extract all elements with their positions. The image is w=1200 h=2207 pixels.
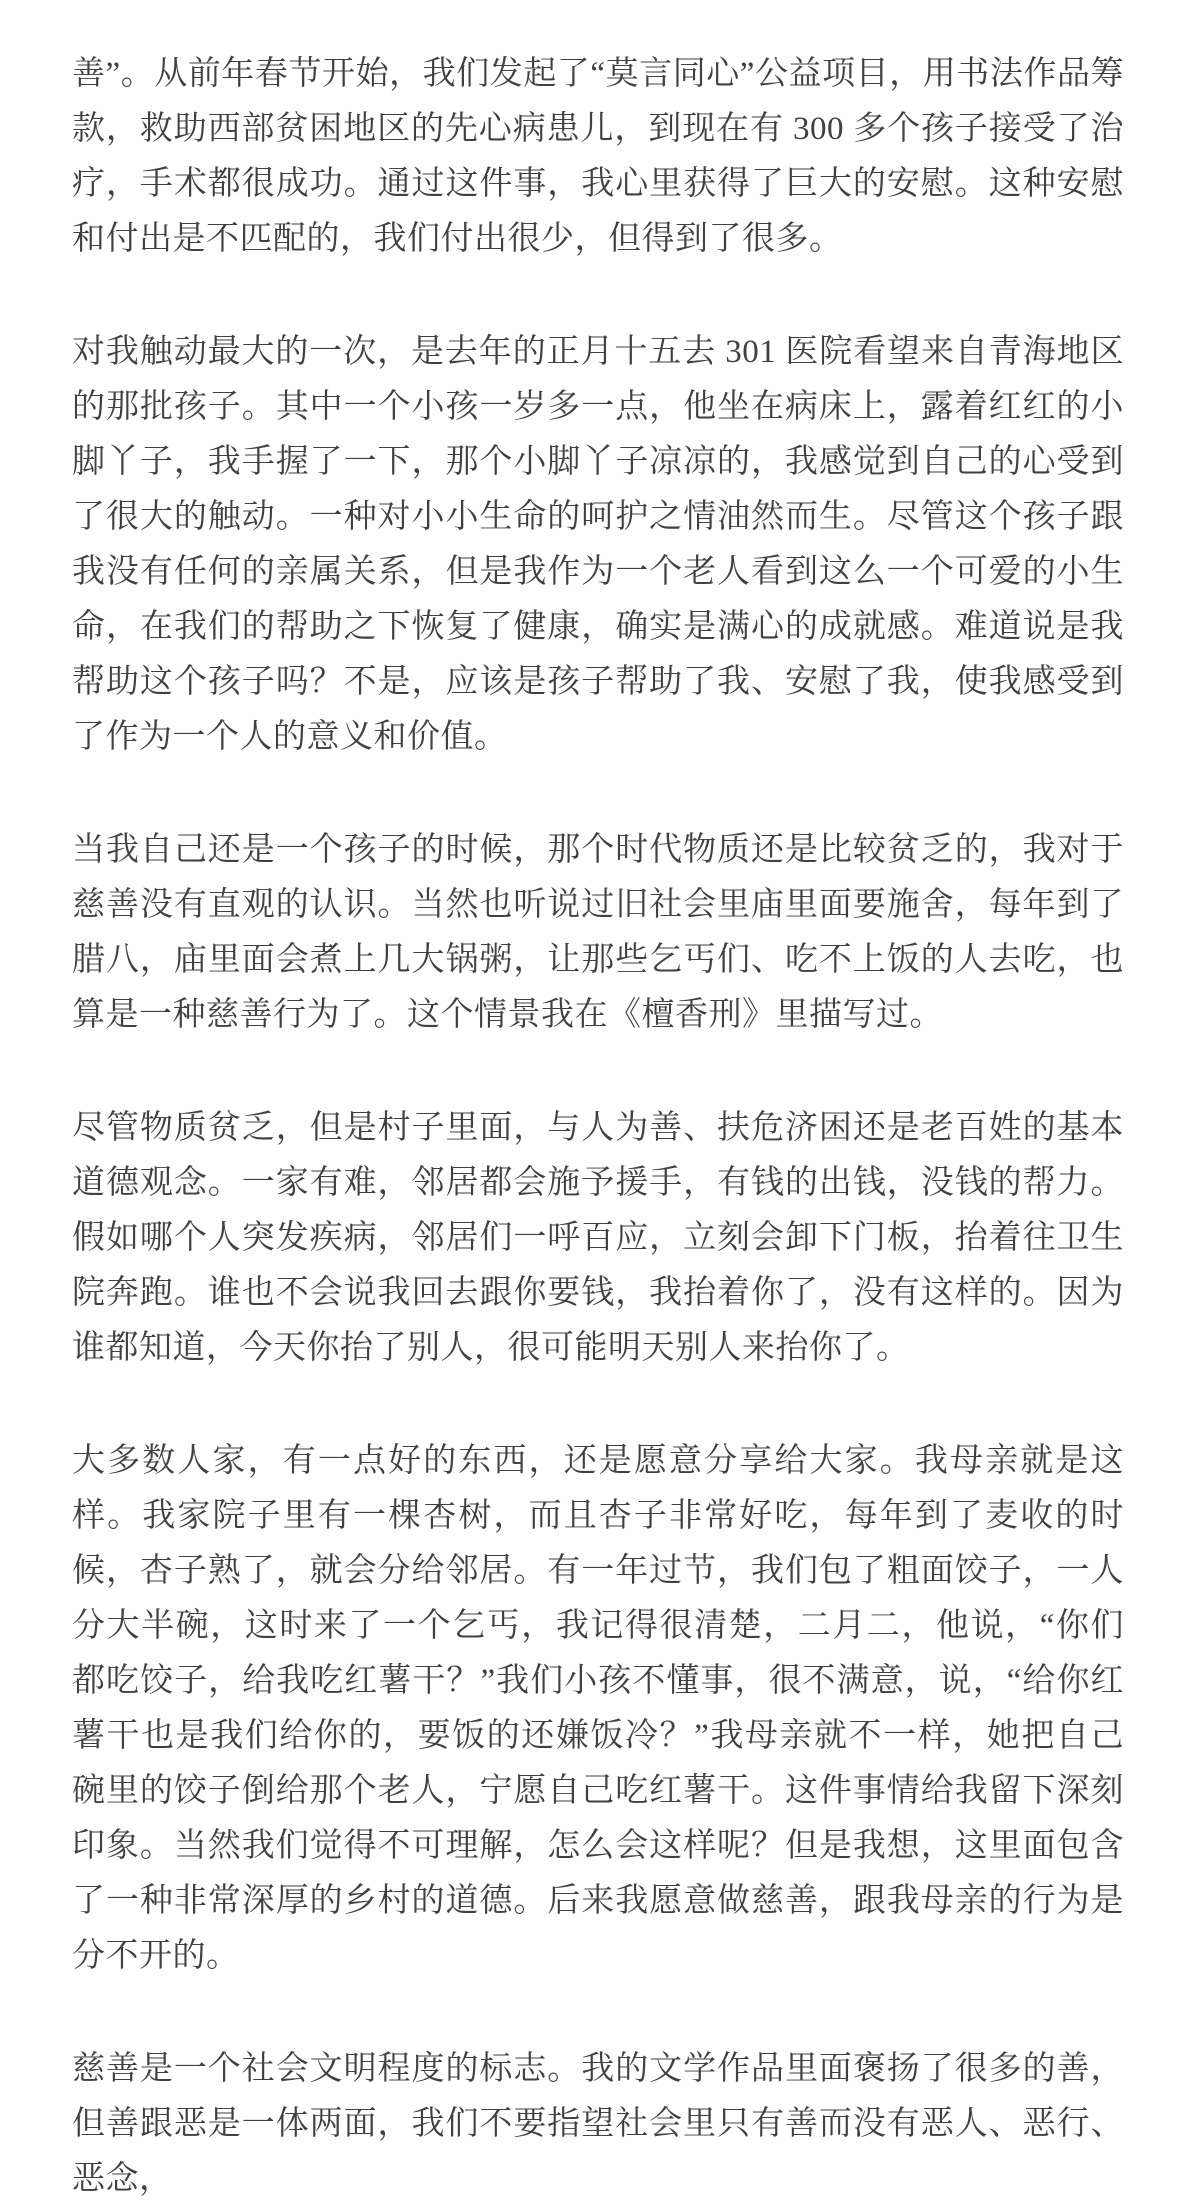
- paragraph-mother-dumplings: 大多数人家，有一点好的东西，还是愿意分享给大家。我母亲就是这样。我家院子里有一棵杏树，而且杏子非常好吃，每年到了麦收的时候，杏子熟了，就会分给邻居。有一年过节，我们包了粗面饺子，一人分大半碗，这时来了一个乞丐，我记得很清楚，二月二，他说，“你们都吃饺子，给我吃红薯干？”我们小孩不懂事，很不满意，说，“给你红薯干也是我们给你的，要饭的还嫌饭冷？”我母亲就不一样，她把自己碗里的饺子倒给那个老人，宁愿自己吃红薯干。这件事情给我留下深刻印象。当然我们觉得不可理解，怎么会这样呢？但是我想，这里面包含了一种非常深厚的乡村的道德。后来我愿意做慈善，跟我母亲的行为是分不开的。: [72, 1443, 1124, 1974]
- paragraph-childhood-temple-porridge: 当我自己还是一个孩子的时候，那个时代物质还是比较贫乏的，我对于慈善没有直观的认识。当然也听说过旧社会里庙里面要施舍，每年到了腊八，庙里面会煮上几大锅粥，让那些乞丐们、吃不上饭的人去吃，也算是一种慈善行为了。这个情景我在《檀香刑》里描写过。: [72, 832, 1124, 1033]
- paragraph-hospital-visit: 对我触动最大的一次，是去年的正月十五去 301 医院看望来自青海地区的那批孩子。其中一个小孩一岁多一点，他坐在病床上，露着红红的小脚丫子，我手握了一下，那个小脚丫子凉凉的，我感觉到自己的心受到了很大的触动。一种对小小生命的呵护之情油然而生。尽管这个孩子跟我没有任何的亲属关系，但是我作为一个老人看到这么一个可爱的小生命，在我们的帮助之下恢复了健康，确实是满心的成就感。难道说是我帮助这个孩子吗？不是，应该是孩子帮助了我、安慰了我，使我感受到了作为一个人的意义和价值。: [72, 334, 1124, 755]
- paragraph-charity-project: 善”。从前年春节开始，我们发起了“莫言同心”公益项目，用书法作品筹款，救助西部贫困地区的先心病患儿，到现在有 300 多个孩子接受了治疗，手术都很成功。通过这件事，我心里获得了巨大的安慰。这种安慰和付出是不匹配的，我们付出很少，但得到了很多。: [72, 56, 1124, 257]
- paragraph-village-morality: 尽管物质贫乏，但是村子里面，与人为善、扶危济困还是老百姓的基本道德观念。一家有难，邻居都会施予援手，有钱的出钱，没钱的帮力。假如哪个人突发疾病，邻居们一呼百应，立刻会卸下门板，抬着往卫生院奔跑。谁也不会说我回去跟你要钱，我抬着你了，没有这样的。因为谁都知道，今天你抬了别人，很可能明天别人来抬你了。: [72, 1110, 1124, 1366]
- paragraph-charity-civilization: 慈善是一个社会文明程度的标志。我的文学作品里面褒扬了很多的善，但善跟恶是一体两面，我们不要指望社会里只有善而没有恶人、恶行、恶念，: [72, 2051, 1124, 2197]
